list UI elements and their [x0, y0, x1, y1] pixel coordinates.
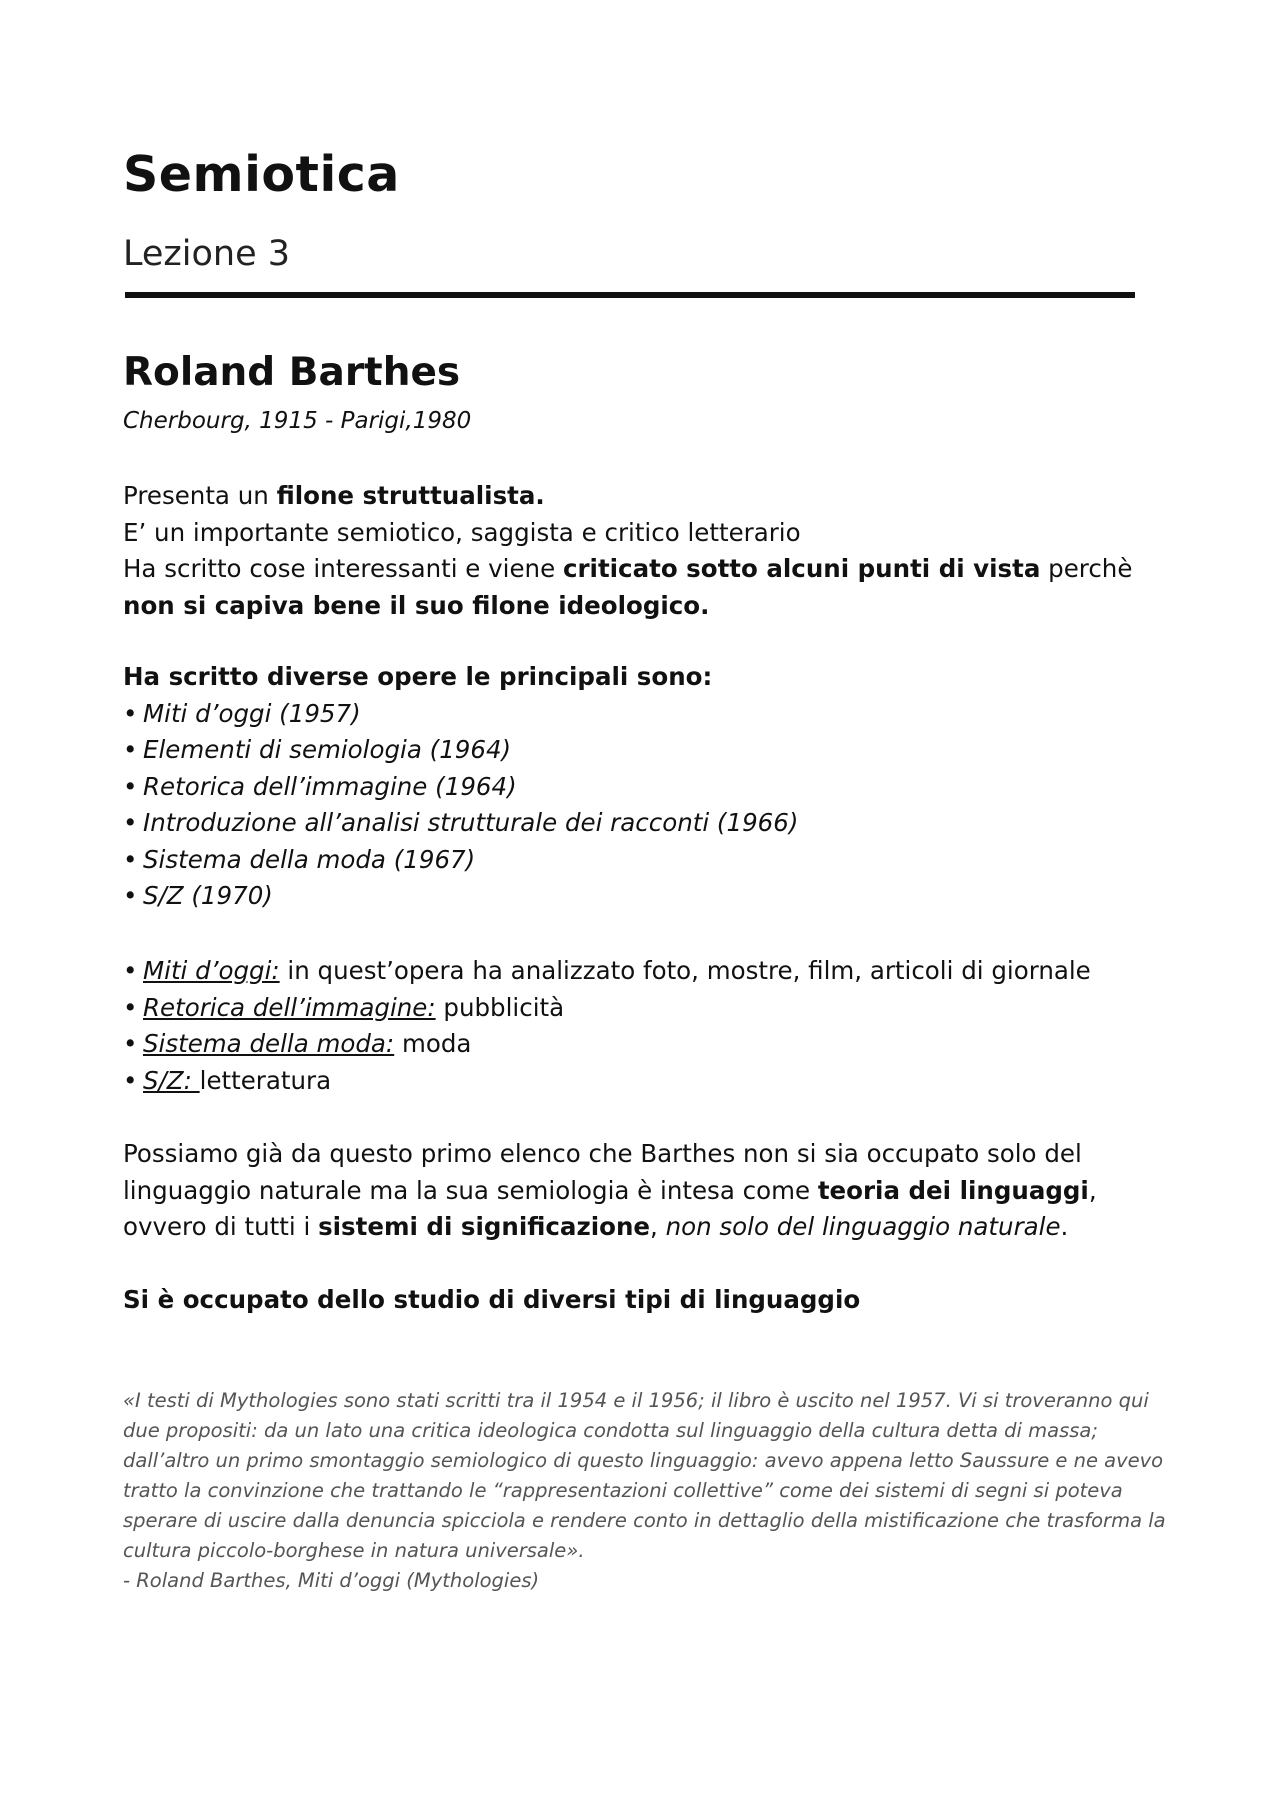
bullet-icon: • — [123, 881, 138, 910]
topic-desc: moda — [394, 1029, 472, 1058]
list-item — [123, 990, 1168, 1027]
quote-attribution: - Roland Barthes, Miti d’oggi (Mythologies) — [123, 1569, 540, 1592]
list-item — [123, 1063, 1168, 1100]
bullet-icon: • — [123, 1029, 138, 1058]
bullet-icon: • — [123, 956, 138, 985]
list-item — [123, 805, 1168, 842]
topics-section — [123, 953, 1168, 1099]
topic-work: S/Z: — [143, 1065, 200, 1095]
author-dates: Cherbourg, 1915 - Parigi,1980 — [123, 408, 472, 434]
barthes-quote — [123, 1386, 1168, 1596]
page-title: Semiotica — [123, 146, 400, 203]
intro-text: Ha scritto cose interessanti e viene — [123, 554, 563, 583]
intro-line-1 — [123, 478, 1168, 515]
conclusion-italic: non solo del linguaggio naturale — [665, 1212, 1061, 1241]
list-item — [123, 842, 1168, 879]
conclusion-bold: teoria dei linguaggi — [817, 1175, 1089, 1205]
works-heading-text: Ha scritto diverse opere le principali sono: — [123, 662, 713, 691]
work-title: Miti d’oggi (1957) — [143, 698, 361, 728]
list-item — [123, 696, 1168, 733]
bullet-icon: • — [123, 771, 138, 801]
list-item — [123, 878, 1168, 915]
works-list — [123, 696, 1168, 915]
studies-heading-text: Si è occupato dello studio di diversi tipi di linguaggio — [123, 1285, 861, 1314]
works-section — [123, 659, 1168, 915]
studies-heading — [123, 1282, 1168, 1319]
intro-text: Presenta un — [123, 481, 277, 510]
bullet-icon: • — [123, 844, 138, 874]
topic-desc: letteratura — [199, 1065, 332, 1095]
intro-line-3 — [123, 551, 1168, 624]
list-item — [123, 953, 1168, 990]
bullet-icon: • — [123, 992, 138, 1022]
bullet-icon: • — [123, 698, 138, 728]
lesson-subtitle: Lezione 3 — [123, 234, 291, 274]
work-title: Retorica dell’immagine (1964) — [143, 771, 517, 801]
topics-list — [123, 953, 1168, 1099]
intro-line-2: E’ un importante semiotico, saggista e critico letterario — [123, 517, 801, 547]
bullet-icon: • — [123, 808, 138, 837]
topic-work: Retorica dell’immagine: — [143, 992, 436, 1022]
bullet-icon: • — [123, 735, 138, 764]
quote-text: «I testi di Mythologies sono stati scritti tra il 1954 e il 1956; il libro è uscito nel 1957. Vi si troveranno qui due propositi: da un lato una critica ideologica condotta sul linguaggio della cultura detta di massa; dall’altro un primo smontaggio semiologico di questo linguaggio: avevo appena letto Saussure e ne avevo tratto la convinzione che trattando le “rappresentazioni collettive” come dei sistemi di segni si poteva sperare di uscire dalla denuncia spicciola e rendere conto in dettaglio della mistificazione che trasforma la cultura piccolo-borghese in natura universale». — [123, 1389, 1166, 1562]
work-title: Elementi di semiologia (1964) — [143, 735, 512, 764]
work-title: S/Z (1970) — [143, 881, 273, 910]
topic-desc: pubblicità — [435, 992, 565, 1022]
topic-desc: in quest’opera ha analizzato foto, mostre, film, articoli di giornale — [279, 956, 1091, 985]
conclusion-part: . — [1060, 1212, 1069, 1241]
conclusion-bold: sistemi di significazione — [318, 1212, 650, 1241]
intro-bold: filone struttualista. — [276, 481, 545, 510]
list-item — [123, 732, 1168, 769]
author-heading: Roland Barthes — [123, 350, 461, 395]
intro-bold: non si capiva bene il suo filone ideologico. — [123, 590, 710, 620]
list-item — [123, 769, 1168, 806]
topic-work: Miti d’oggi: — [143, 956, 280, 985]
list-item — [123, 1026, 1168, 1063]
title-divider — [125, 292, 1135, 298]
work-title: Introduzione all’analisi strutturale dei racconti (1966) — [143, 808, 799, 837]
intro-bold: criticato sotto alcuni punti di vista — [562, 554, 1041, 583]
works-heading — [123, 659, 1168, 696]
conclusion-part: , — [650, 1212, 666, 1241]
bullet-icon: • — [123, 1065, 138, 1095]
conclusion-part: , ovvero di tutti i — [123, 1175, 1097, 1241]
studies-line — [123, 1282, 1168, 1319]
conclusion-text — [123, 1136, 1168, 1246]
intro-text: perchè — [1040, 554, 1133, 583]
intro-paragraph — [123, 478, 1168, 624]
work-title: Sistema della moda (1967) — [143, 844, 476, 874]
conclusion-paragraph — [123, 1136, 1168, 1246]
conclusion-part: Possiamo già da questo primo elenco che Barthes non si sia occupato solo del linguaggio naturale ma la sua semiologia è intesa come — [123, 1139, 1082, 1205]
topic-work: Sistema della moda: — [143, 1029, 395, 1058]
